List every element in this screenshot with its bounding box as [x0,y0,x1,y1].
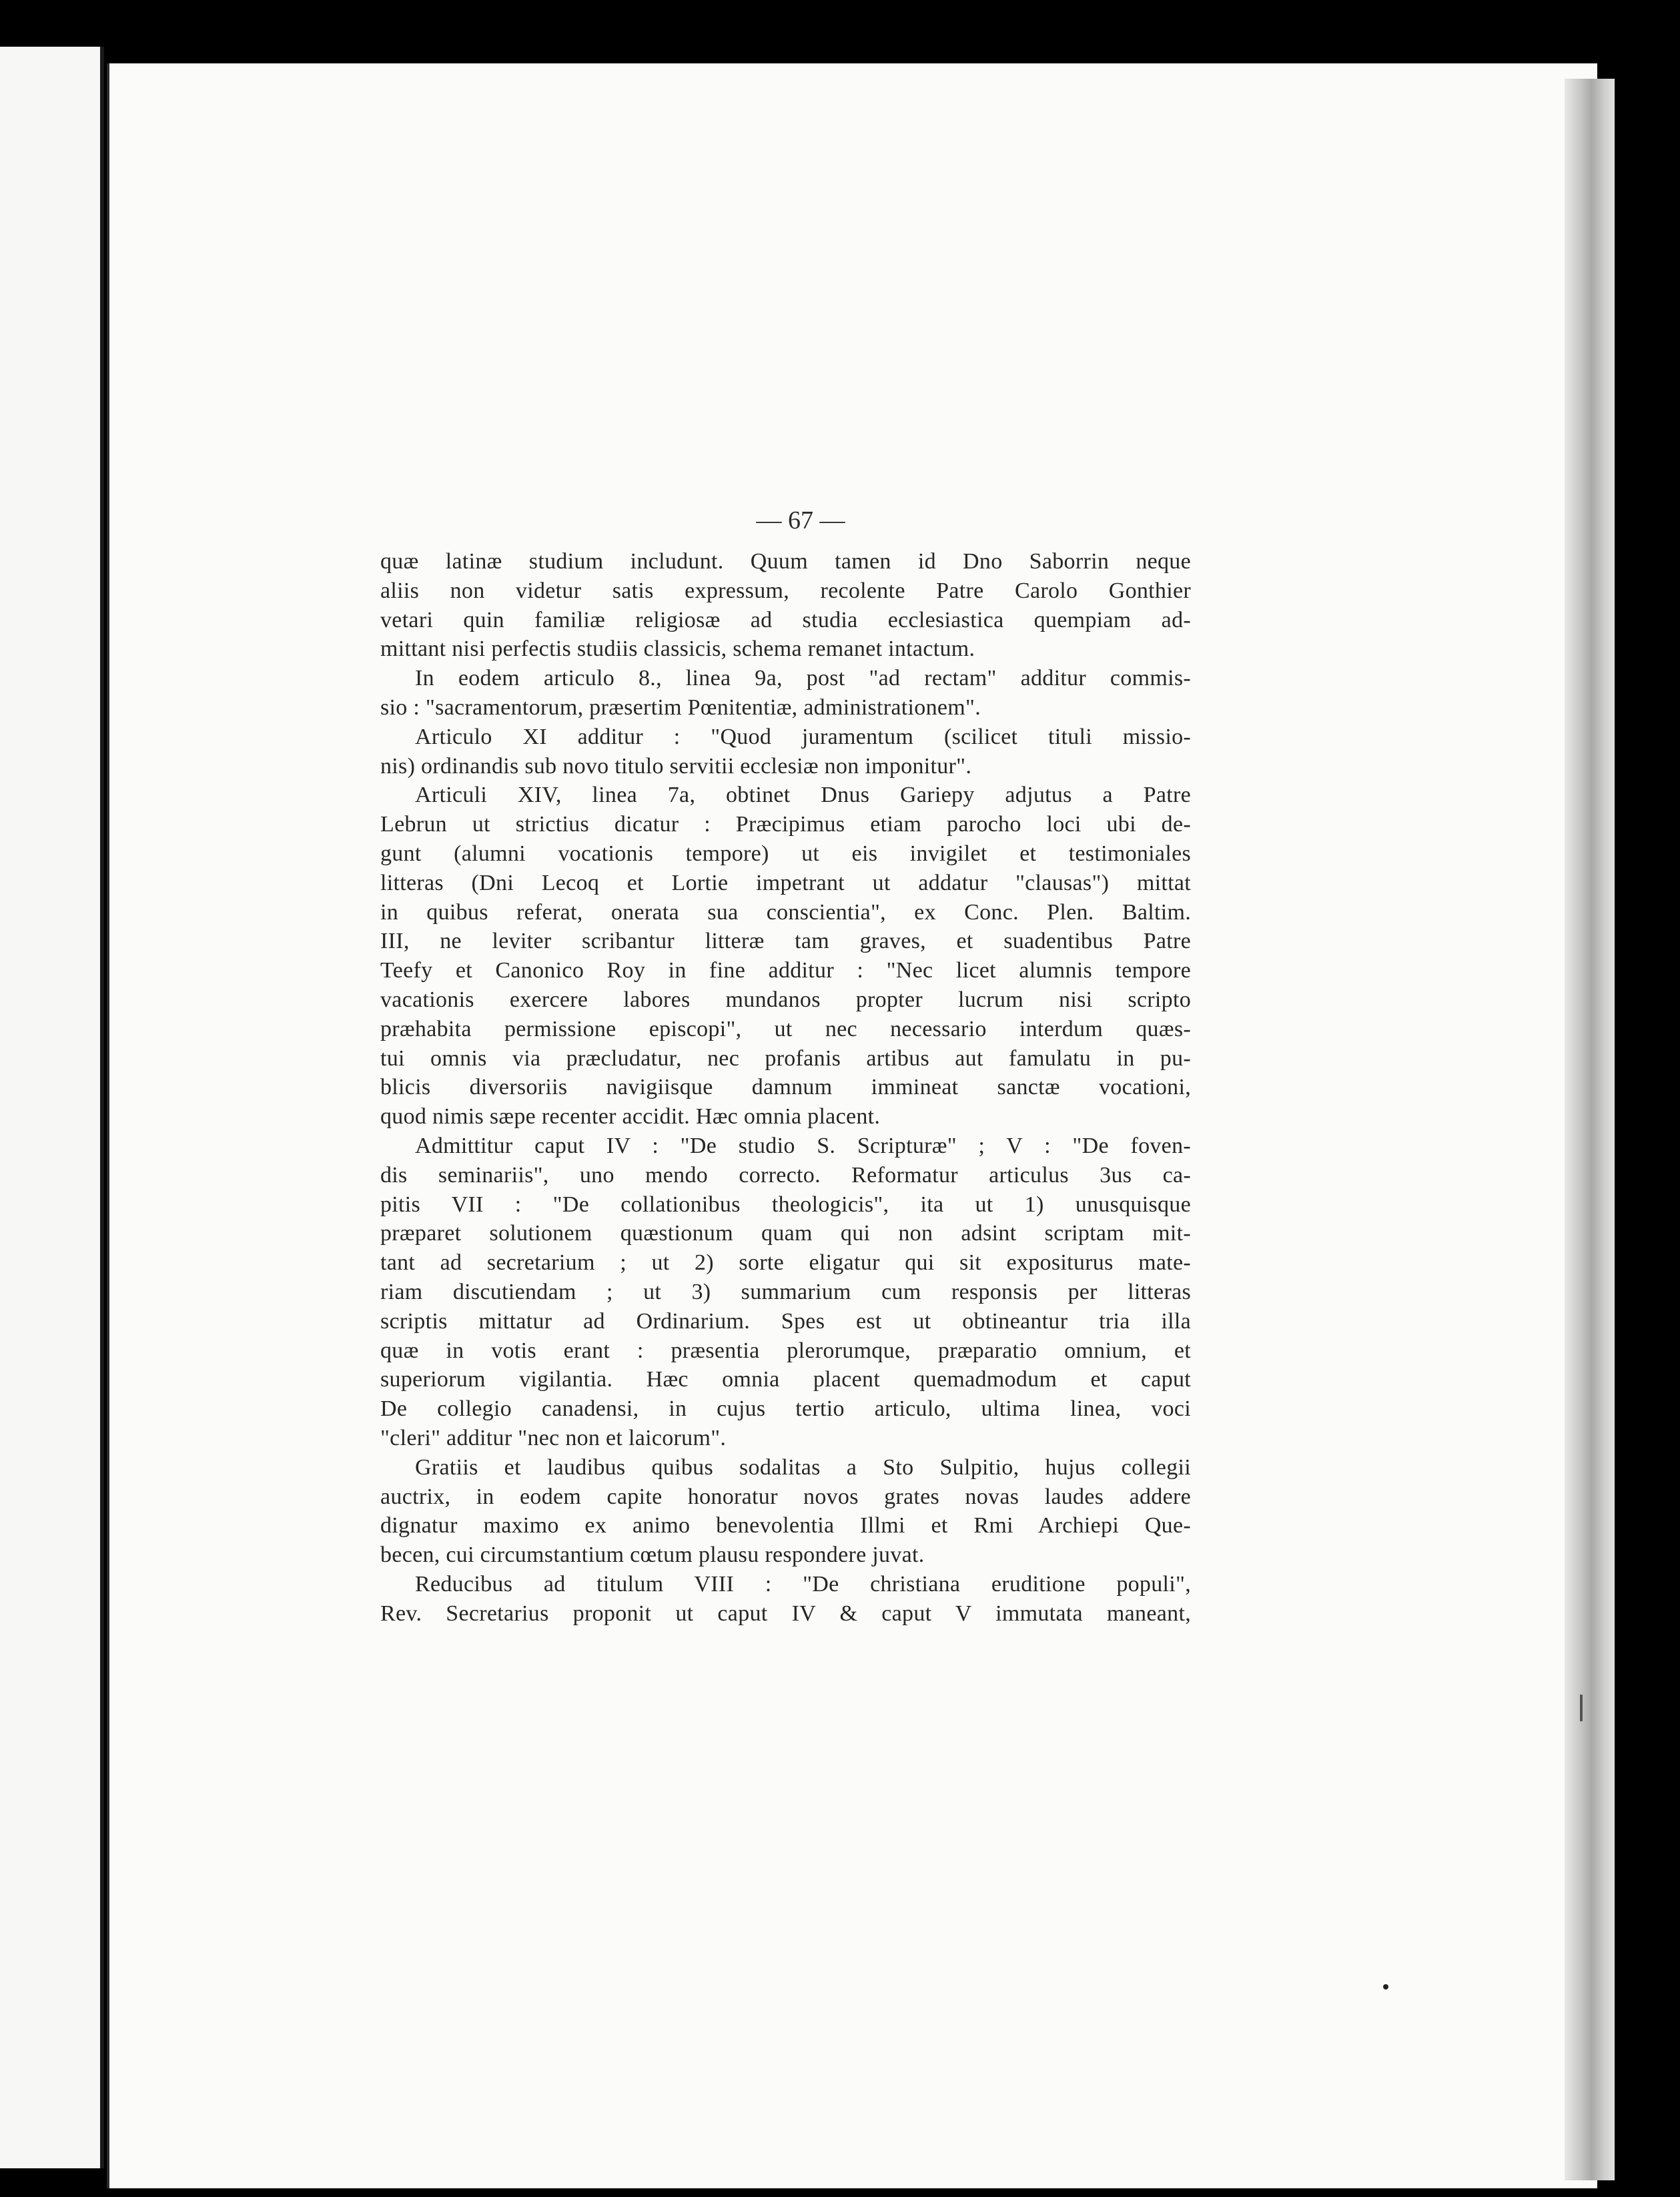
text-line: in quibus referat, onerata sua conscientia", ex Conc. Plen. Baltim. [380,899,1191,925]
paragraph [380,781,1191,1132]
text-line: sio : "sacramentorum, præsertim Pœnitentiæ, administrationem". [380,695,981,720]
text-line: litteras (Dni Lecoq et Lortie impetrant ut addatur "clausas") mittat [380,870,1191,895]
paragraph [380,723,1191,781]
text-line: tui omnis via præcludatur, nec profanis artibus aut famulatu in pu- [380,1045,1191,1071]
text-line: aliis non videtur satis expressum, recolente Patre Carolo Gonthier [380,578,1191,603]
text-line: Rev. Secretarius proponit ut caput IV & caput V immutata maneant, [380,1601,1191,1626]
text-line: superiorum vigilantia. Hæc omnia placent quemadmodum et caput [380,1367,1191,1392]
paragraph [380,664,1191,723]
text-line: præparet solutionem quæstionum quam qui non adsint scriptam mit- [380,1221,1191,1246]
text-line: auctrix, in eodem capite honoratur novos grates novas laudes addere [380,1484,1191,1509]
text-line: pitis VII : "De collationibus theologicis", ita ut 1) unusquisque [380,1192,1191,1217]
paragraph [380,1132,1191,1453]
paragraph [380,1453,1191,1570]
text-line: quæ in votis erant : præsentia plerorumque, præparatio omnium, et [380,1338,1191,1363]
text-line: Gratiis et laudibus quibus sodalitas a Sto Sulpitio, hujus collegii [415,1454,1191,1480]
text-line: "cleri" additur "nec non et laicorum". [380,1425,727,1450]
edge-mark [1580,1695,1583,1721]
text-line: Articuli XIV, linea 7a, obtinet Dnus Gariepy adjutus a Patre [415,783,1191,808]
text-line: In eodem articulo 8., linea 9a, post "ad rectam" additur commis- [415,666,1191,691]
text-line: mittant nisi perfectis studiis classicis, schema remanet intactum. [380,636,975,662]
text-line: Admittitur caput IV : "De studio S. Scripturæ" ; V : "De foven- [415,1133,1191,1158]
text-line: De collegio canadensi, in cujus tertio articulo, ultima linea, voci [380,1396,1191,1422]
text-line: scriptis mittatur ad Ordinarium. Spes est ut obtineantur tria illa [380,1308,1191,1334]
text-line: Teefy et Canonico Roy in fine additur : "Nec licet alumnis tempore [380,958,1191,983]
text-line: III, ne leviter scribantur litteræ tam graves, et suadentibus Patre [380,929,1191,954]
text-line: blicis diversoriis navigiisque damnum immineat sanctæ vocationi, [380,1075,1191,1100]
paragraph [380,547,1191,664]
text-line: vetari quin familiæ religiosæ ad studia ecclesiastica quempiam ad- [380,607,1191,632]
body-text [380,547,1191,1628]
paragraph [380,1570,1191,1629]
page-number: — 67 — [756,506,845,534]
text-line: præhabita permissione episcopi", ut nec necessario interdum quæs- [380,1016,1191,1041]
text-line: vacationis exercere labores mundanos propter lucrum nisi scripto [380,987,1191,1012]
text-line: Lebrun ut strictius dicatur : Præcipimus etiam parocho loci ubi de- [380,812,1191,837]
text-line: Articulo XI additur : "Quod juramentum (scilicet tituli missio- [415,724,1191,749]
text-line: becen, cui circumstantium cœtum plausu respondere juvat. [380,1543,925,1568]
ink-speck [1383,1984,1388,1990]
text-line: tant ad secretarium ; ut 2) sorte eligatur qui sit expositurus mate- [380,1250,1191,1276]
text-line: Reducibus ad titulum VIII : "De christiana eruditione populi", [415,1571,1191,1597]
text-line: dignatur maximo ex animo benevolentia Illmi et Rmi Archiepi Que- [380,1513,1191,1539]
left-facing-page-edge [0,47,104,2168]
text-line: nis) ordinandis sub novo titulo servitii ecclesiæ non imponitur". [380,753,972,779]
text-line: quæ latinæ studium includunt. Quum tamen id Dno Saborrin neque [380,549,1191,574]
text-line: quod nimis sæpe recenter accidit. Hæc omnia placent. [380,1104,881,1130]
text-line: gunt (alumni vocationis tempore) ut eis invigilet et testimoniales [380,841,1191,866]
text-line: dis seminariis", uno mendo correcto. Reformatur articulus 3us ca- [380,1162,1191,1188]
page-fore-edge [1565,79,1615,2180]
text-line: riam discutiendam ; ut 3) summarium cum responsis per litteras [380,1279,1191,1304]
